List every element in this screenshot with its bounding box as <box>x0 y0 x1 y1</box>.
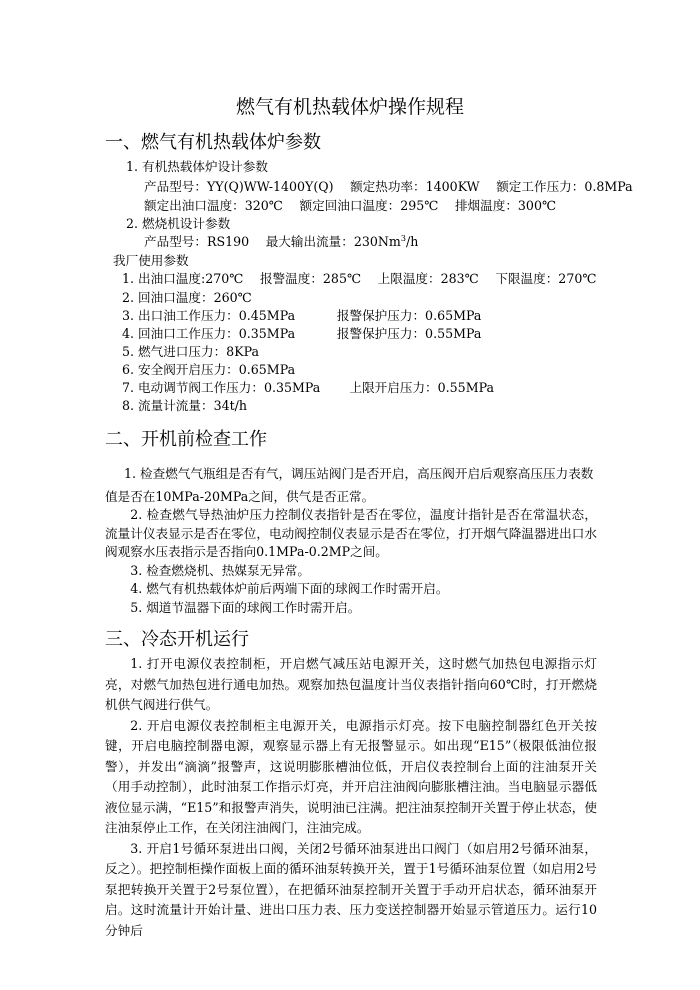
section-body <box>105 654 597 941</box>
paragraph: 2. 检查燃气导热油炉压力控制仪表指针是否在零位，温度计指针是否在常温状态，流量计仪表显示是否在零位，电动阀控制仪表显示是否在零位，打开烟气降温器进出口水阀观察水压表指示是否指向0.1MPa-0.2MP之间。 <box>105 507 597 559</box>
document-title: 燃气有机热载体炉操作规程 <box>235 96 464 118</box>
paragraph: 4. 燃气有机热载体炉前后两端下面的球阀工作时需开启。 <box>130 581 449 596</box>
list-item: 3. 出口油工作压力：0.45MPa 报警保护压力：0.65MPa <box>122 308 482 323</box>
paragraph: 3. 检查燃烧机、热媒泵无异常。 <box>130 562 310 578</box>
paragraph-line: 值是否在10MPa-20MPa之间，供气是否正常。 <box>105 489 375 504</box>
list-item: 8. 流量计流量：34t/h <box>122 398 248 413</box>
list-item: 5. 燃气进口压力：8KPa <box>122 344 260 359</box>
subsection-label: 我厂使用参数 <box>113 253 189 268</box>
subsection-label: 1. 有机热载体炉设计参数 <box>126 159 268 174</box>
list-item: 4. 回油口工作压力：0.35MPa 报警保护压力：0.55MPa <box>122 326 482 341</box>
list-item: 7. 电动调节阀工作压力：0.35MPa 上限开启压力：0.55MPa <box>122 380 495 395</box>
parameter-line: 产品型号：RS190 最大输出流量：230Nm$^3$/h <box>144 233 419 249</box>
paragraph: 3. 开启1号循环泵进出口阀，关闭2号循环油泵进出口阀门（如启用2号循环油泵，反之）。把控制柜操作面板上面的循环油泵转换开关，置于1号循环油泵位置（如启用2号泵把转换开关置于2号泵位置），在把循环油泵控制开关置于手动开启状态，循环油泵开启。这时流量计开始计量、进出口压力表、压力变送控制器开始显示管道压力。运行10分钟后 <box>105 840 597 938</box>
paragraph-line: 1. 检查燃气气瓶组是否有气，调压站阀门是否开启，高压阀开启后观察高压压力表数 <box>124 466 594 481</box>
list-item: 2. 回油口温度：260℃ <box>122 290 252 305</box>
list-item: 1. 出油口温度:270℃ 报警温度：285℃ 上限温度：283℃ 下限温度：270℃ <box>122 271 597 286</box>
paragraph: 5. 烟道节温器下面的球阀工作时需开启。 <box>130 599 361 615</box>
section-heading-precheck: 二、开机前检查工作 <box>105 429 267 450</box>
section-heading-parameters: 一、燃气有机热载体炉参数 <box>105 132 321 153</box>
list-item: 6. 安全阀开启压力：0.65MPa <box>122 362 296 377</box>
section-body <box>105 506 597 617</box>
parameter-line: 额定出油口温度：320℃ 额定回油口温度：295℃ 排烟温度：300℃ <box>144 198 557 213</box>
paragraph: 2. 开启电源仪表控制柜主电源开关，电源指示灯亮。按下电脑控制器红色开关按键，开启电脑控制器电源，观察显示器上有无报警显示。如出现“E15”（极限低油位报警），并发出“滴滴”报警声，这说明膨胀槽油位低，开启仪表控制台上面的注油泵开关（用手动控制），此时油泵工作指示灯亮，并开启注油阀向膨胀槽注油。当电脑显示器低液位显示满，“E15”和报警声消失，说明油已注满。把注油泵控制开关置于停止状态，使注油泵停止工作，在关闭注油阀门，注油完成。 <box>105 717 597 835</box>
section-heading-cold-start: 三、冷态开机运行 <box>105 629 249 650</box>
paragraph: 1. 打开电源仪表控制柜，开启燃气减压站电源开关，这时燃气加热包电源指示灯亮，对燃气加热包进行通电加热。观察加热包温度计当仪表指针指向60℃时，打开燃烧机供气阀进行供气。 <box>105 656 597 712</box>
parameter-line: 产品型号：YY(Q)WW-1400Y(Q) 额定热功率：1400KW 额定工作压力：0.8MPa <box>144 179 633 194</box>
subsection-label: 2. 燃烧机设计参数 <box>126 216 231 231</box>
